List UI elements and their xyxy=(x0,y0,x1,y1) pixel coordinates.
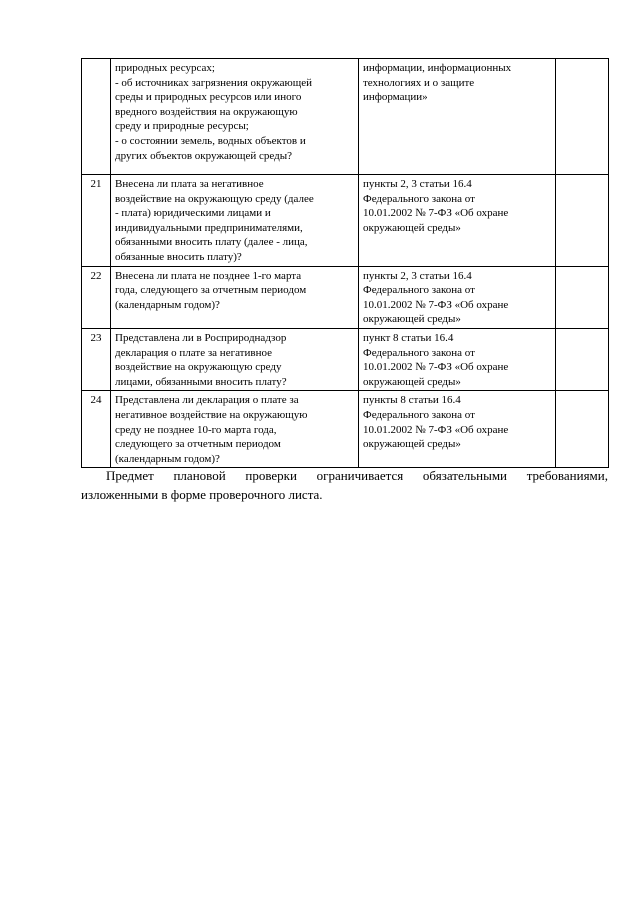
question-text-line: воздействие на окружающую среду xyxy=(115,361,282,374)
question-cell xyxy=(111,175,359,267)
reference-text-line: пункт 8 статьи 16.4 xyxy=(363,331,454,344)
reference-text-line: 10.01.2002 № 7-ФЗ «Об охране xyxy=(363,207,509,220)
reference-text-line: Федерального закона от xyxy=(363,408,475,421)
closing-paragraph xyxy=(81,466,608,504)
question-text-line: негативное воздействие на окружающую xyxy=(115,408,308,421)
row-number-cell: 21 xyxy=(82,175,111,267)
question-text-line: Представлена ли декларация о плате за xyxy=(115,394,299,407)
question-text-line: (календарным годом)? xyxy=(115,452,220,465)
table-row xyxy=(82,175,609,267)
question-text-line: - о состоянии земель, водных объектов и xyxy=(115,134,306,147)
closing-line-1: Предмет плановой проверки ограничивается обязательными требованиями, xyxy=(106,468,608,483)
checklist-table-body xyxy=(82,59,609,468)
question-text-line: Представлена ли в Росприроднадзор xyxy=(115,331,287,344)
question-text-line: года, следующего за отчетным периодом xyxy=(115,284,307,297)
legal-reference-cell xyxy=(359,175,556,267)
reference-text-line: информации, информационных xyxy=(363,62,512,74)
question-text-line: следующего за отчетным периодом xyxy=(115,438,281,451)
reference-text-line: 10.01.2002 № 7-ФЗ «Об охране xyxy=(363,361,509,374)
answer-cell[interactable] xyxy=(556,328,609,390)
question-text-line: природных ресурсах; xyxy=(115,62,215,74)
legal-reference-cell xyxy=(359,266,556,328)
question-text-line: вредного воздействия на окружающую xyxy=(115,105,298,118)
reference-text-line: технологиях и о защите xyxy=(363,76,475,89)
answer-cell[interactable] xyxy=(556,266,609,328)
question-text-line: воздействие на окружающую среду (далее xyxy=(115,192,314,205)
question-text-line: среды и природных ресурсов или иного xyxy=(115,91,302,104)
reference-text-line: окружающей среды» xyxy=(363,438,461,451)
reference-text-line: Федерального закона от xyxy=(363,192,475,205)
question-text-line: других объектов окружающей среды? xyxy=(115,149,293,162)
question-cell xyxy=(111,328,359,390)
question-text-line: Внесена ли плата не позднее 1-го марта xyxy=(115,269,302,282)
question-text-line: (календарным годом)? xyxy=(115,298,220,311)
question-text-line: Внесена ли плата за негативное xyxy=(115,178,264,190)
closing-line-2: изложенными в форме проверочного листа. xyxy=(81,487,323,502)
legal-reference-cell xyxy=(359,328,556,390)
table-row xyxy=(82,328,609,390)
reference-text-line: пункты 2, 3 статьи 16.4 xyxy=(363,269,472,282)
question-cell xyxy=(111,266,359,328)
row-number-cell: 24 xyxy=(82,391,111,468)
reference-text-line: пункты 2, 3 статьи 16.4 xyxy=(363,178,472,190)
row-number-cell xyxy=(82,59,111,175)
answer-cell[interactable] xyxy=(556,175,609,267)
question-text-line: обязанными вносить плату (далее - лица, xyxy=(115,236,308,249)
reference-text-line: 10.01.2002 № 7-ФЗ «Об охране xyxy=(363,298,509,311)
question-text-line: лицами, обязанными вносить плату? xyxy=(115,375,287,388)
answer-cell[interactable] xyxy=(556,59,609,175)
reference-text-line: пункты 8 статьи 16.4 xyxy=(363,394,461,407)
reference-text-line: окружающей среды» xyxy=(363,375,461,388)
table-row xyxy=(82,59,609,175)
row-number-cell: 23 xyxy=(82,328,111,390)
reference-text-line: Федерального закона от xyxy=(363,284,475,297)
reference-text-line: информации» xyxy=(363,91,428,104)
table-row xyxy=(82,391,609,468)
legal-reference-cell xyxy=(359,391,556,468)
question-text-line: среду не позднее 10-го марта года, xyxy=(115,423,277,436)
answer-cell[interactable] xyxy=(556,391,609,468)
question-text-line: индивидуальными предпринимателями, xyxy=(115,221,303,234)
legal-reference-cell xyxy=(359,59,556,175)
reference-text-line: окружающей среды» xyxy=(363,313,461,326)
question-cell xyxy=(111,59,359,175)
reference-text-line: Федерального закона от xyxy=(363,346,475,359)
reference-text-line: 10.01.2002 № 7-ФЗ «Об охране xyxy=(363,423,509,436)
question-text-line: обязанные вносить плату)? xyxy=(115,250,242,263)
question-text-line: среду и природные ресурсы; xyxy=(115,120,249,133)
reference-text-line: окружающей среды» xyxy=(363,221,461,234)
question-text-line: - плата) юридическими лицами и xyxy=(115,207,271,220)
checklist-table xyxy=(81,58,609,468)
question-cell xyxy=(111,391,359,468)
question-text-line: - об источниках загрязнения окружающей xyxy=(115,76,313,89)
table-row xyxy=(82,266,609,328)
question-text-line: декларация о плате за негативное xyxy=(115,346,272,359)
row-number-cell: 22 xyxy=(82,266,111,328)
